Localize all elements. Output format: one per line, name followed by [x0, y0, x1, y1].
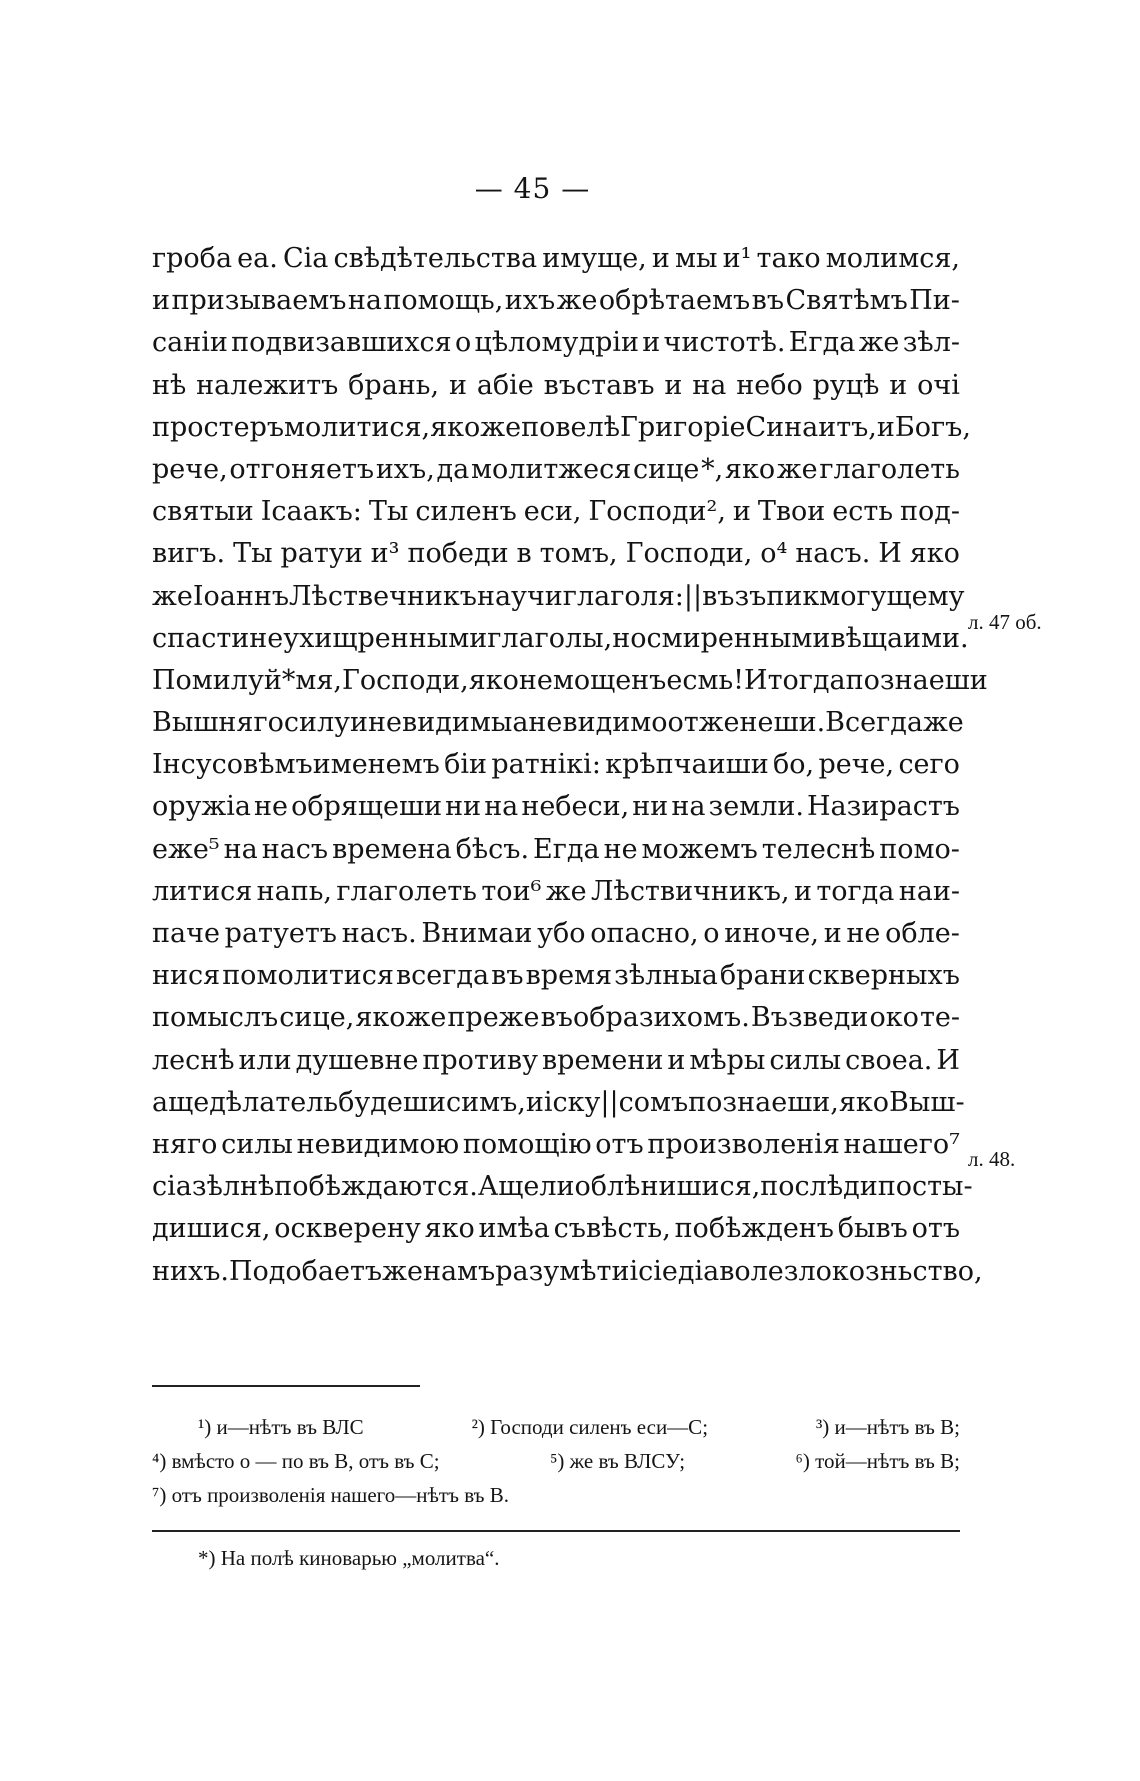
word: симъ,: [445, 1086, 526, 1118]
word: душевне: [295, 1044, 419, 1076]
footnote-separator-long: [152, 1530, 960, 1532]
word: своеа.: [845, 1044, 933, 1076]
text-line: [152, 913, 960, 955]
word: еа.: [237, 243, 278, 274]
word: Господи,: [625, 538, 753, 570]
word: брани: [719, 960, 806, 992]
word: земли.: [708, 791, 804, 823]
word: Ты: [368, 496, 409, 528]
word: имуще,: [542, 243, 647, 274]
word: под-: [900, 496, 960, 528]
word: Ты: [233, 538, 273, 570]
word: яко: [909, 538, 960, 570]
word: и: [448, 369, 467, 401]
text-line: [152, 786, 960, 828]
word: Внимаи: [421, 918, 533, 949]
word: о⁴: [760, 538, 788, 570]
word: Помилуй: [152, 664, 282, 696]
word: могущему: [819, 580, 965, 612]
word: няго: [152, 1128, 218, 1160]
text-line: [152, 576, 965, 618]
word: небо: [736, 369, 803, 401]
footnote: ³) и—нѣтъ въ В;: [815, 1415, 960, 1439]
word: цѣломудріи: [474, 327, 639, 359]
word: мя,: [295, 664, 342, 696]
word: и: [793, 875, 812, 907]
word: же: [776, 453, 818, 485]
word: яко: [468, 664, 519, 696]
word: молимся,: [825, 243, 960, 274]
text-line: [152, 618, 969, 660]
word: аще: [152, 1086, 210, 1118]
word: имѣа: [478, 1213, 550, 1245]
word: в: [516, 538, 532, 570]
word: съвѣсть,: [553, 1213, 671, 1245]
word: отъ: [911, 1213, 960, 1245]
word: отъ: [595, 1128, 644, 1160]
word: належитъ: [196, 369, 339, 401]
word: опасно,: [590, 918, 699, 949]
word: Лѣствечникъ: [289, 580, 477, 612]
word: мѣры: [689, 1044, 766, 1076]
word: глаголеть: [819, 453, 960, 485]
word: всегда: [395, 960, 490, 992]
text-line: [152, 1208, 960, 1250]
word: глаголы,: [487, 622, 613, 654]
text-line: [152, 407, 971, 449]
word: глаголя:: [562, 580, 684, 612]
word: иноче,: [724, 918, 819, 949]
word: Назирастъ: [806, 791, 960, 823]
main-text: [152, 238, 988, 1293]
word: о: [454, 327, 472, 359]
word: обрѣтаемъ: [598, 285, 751, 317]
word: рече,: [818, 749, 895, 781]
word: есмь!: [666, 664, 745, 696]
word: мы: [674, 243, 718, 274]
word: руцѣ: [812, 369, 880, 401]
word: Всегда: [825, 707, 923, 739]
word: на: [484, 791, 519, 823]
word: же: [556, 285, 598, 317]
word: бывъ: [837, 1213, 908, 1245]
word: произволенія: [647, 1128, 840, 1160]
word: простеръ: [152, 411, 285, 443]
word: телеснѣ: [761, 833, 876, 865]
word: и: [642, 327, 661, 359]
footnotes: [152, 1410, 960, 1512]
word: времени: [541, 1044, 664, 1076]
word: възъпи: [702, 580, 803, 612]
word: сице,: [279, 1002, 355, 1034]
word: времена: [332, 833, 452, 865]
word: Ісаакъ:: [260, 496, 362, 528]
word: же: [152, 580, 193, 612]
word: і: [629, 1255, 639, 1287]
word: побѣждаются.: [274, 1171, 478, 1203]
word: нихъ.: [152, 1255, 229, 1287]
word: насъ.: [795, 538, 871, 570]
word: силы: [769, 1044, 842, 1076]
word: отженеши.: [667, 707, 826, 739]
word: победи: [407, 538, 509, 570]
word: біи: [444, 749, 488, 781]
word: можемъ: [641, 833, 758, 865]
footnote-line: ⁷) отъ произволенія нашего—нѣтъ въ В.: [152, 1483, 509, 1507]
word: те-: [919, 1002, 960, 1034]
word: гроба: [152, 243, 233, 274]
word: научи: [476, 580, 563, 612]
word: іску||сомъ: [543, 1086, 689, 1118]
word: ихъ: [504, 285, 556, 317]
word: отгоняетъ: [229, 453, 375, 485]
word: молитжеся: [470, 453, 632, 485]
word: неухищренными: [249, 622, 488, 654]
footnote: ⁵) же въ ВЛСУ;: [550, 1449, 686, 1473]
word: на: [671, 791, 706, 823]
word: сіа: [152, 1171, 192, 1203]
word: будеши: [338, 1086, 446, 1118]
word: помощь,: [383, 285, 504, 317]
word: и³: [370, 538, 400, 570]
text-line: [152, 1124, 960, 1166]
word: убо: [537, 918, 586, 949]
word: Святѣмъ: [785, 285, 908, 317]
word: или: [238, 1044, 292, 1076]
word: наи-: [898, 875, 960, 907]
word: помо-: [879, 833, 960, 865]
word: же: [922, 707, 964, 739]
word: помощію: [462, 1128, 592, 1160]
word: бѣсъ.: [455, 833, 530, 865]
word: и: [732, 496, 751, 528]
word: помыслъ: [152, 1002, 279, 1034]
text-line: [152, 871, 960, 913]
word: леснѣ: [152, 1044, 235, 1076]
word: нися: [152, 960, 221, 992]
word: сице: [632, 453, 700, 485]
word: злокозньство,: [783, 1255, 983, 1287]
word: скверныхъ: [807, 960, 960, 992]
word: оскверену: [274, 1213, 421, 1245]
footnote: ⁴) вмѣсто о — по въ В, отъ въ С;: [152, 1449, 440, 1473]
word: молитися,: [284, 411, 431, 443]
word: Пи-: [909, 285, 960, 317]
word: же: [858, 327, 900, 359]
word: но: [612, 622, 647, 654]
word: глаголеть: [336, 875, 477, 907]
word: нашего⁷: [843, 1128, 960, 1160]
word: ||: [683, 580, 703, 612]
word: противу: [422, 1044, 538, 1076]
word: И: [936, 1044, 960, 1076]
word: И: [744, 664, 768, 696]
word: въ: [751, 285, 785, 317]
word: Господи,: [341, 664, 469, 696]
footnote: ⁶) той—нѣтъ въ В;: [795, 1449, 960, 1473]
word: Твои: [757, 496, 826, 528]
word: напь,: [256, 875, 333, 907]
word: Възведи: [750, 1002, 869, 1034]
word: яко: [724, 453, 776, 485]
word: и: [876, 411, 895, 443]
footnote-line: [152, 1444, 960, 1478]
word: діаволе: [677, 1255, 784, 1287]
word: и: [152, 285, 170, 317]
text-line: [152, 449, 960, 491]
word: сіе: [638, 1255, 678, 1287]
word: яко: [838, 1086, 890, 1118]
word: разумѣти: [495, 1255, 630, 1287]
star-note: *) На полѣ киноварью „молитва“.: [198, 1546, 500, 1570]
word: зѣлныа: [614, 960, 718, 992]
word: подвизавшихся: [231, 327, 452, 359]
word: познаеши: [845, 664, 988, 696]
word: Григоріе: [619, 411, 746, 443]
word: Подобаетъ: [228, 1255, 383, 1287]
word: въставъ: [543, 369, 655, 401]
margin-note-folio: л. 47 об.: [968, 610, 1042, 634]
word: силу: [283, 707, 351, 739]
text-line: [152, 660, 988, 702]
word: Сіа: [282, 243, 329, 274]
word: и: [525, 1086, 544, 1118]
word: зѣл-: [902, 327, 960, 359]
word: послѣди: [760, 1171, 878, 1203]
word: ратуи: [280, 538, 363, 570]
word: Вышняго: [152, 707, 284, 739]
word: силы: [221, 1128, 293, 1160]
word: невидимыа: [368, 707, 529, 739]
text-line: [152, 1040, 960, 1082]
text-line: [152, 744, 960, 786]
word: и: [350, 707, 369, 739]
word: спасти: [152, 622, 250, 654]
word: обле-: [885, 918, 960, 949]
word: да: [436, 453, 470, 485]
word: *: [281, 664, 296, 696]
text-line: [152, 238, 960, 280]
word: и: [651, 243, 670, 274]
footnote: ²) Господи силенъ еси—С;: [471, 1415, 709, 1439]
word: невидимою: [296, 1128, 460, 1160]
word: Выш-: [889, 1086, 965, 1118]
word: вигъ.: [152, 538, 226, 570]
word: же: [545, 875, 587, 907]
word: *,: [701, 453, 724, 485]
word: чистотѣ.: [663, 327, 786, 359]
text-line: [152, 997, 960, 1039]
word: тогда: [767, 664, 846, 696]
word: абіе: [476, 369, 534, 401]
word: намъ: [422, 1255, 496, 1287]
text-line: [152, 702, 964, 744]
word: якоже: [355, 1002, 447, 1034]
word: и: [664, 369, 683, 401]
word: облѣнишися,: [574, 1171, 761, 1203]
word: еси,: [523, 496, 582, 528]
text-line: [152, 365, 960, 407]
word: якоже: [430, 411, 522, 443]
word: силенъ: [415, 496, 517, 528]
word: въ: [491, 960, 524, 992]
word: Егда: [788, 327, 856, 359]
word: крѣпчаиши: [605, 749, 769, 781]
word: яко: [424, 1213, 475, 1245]
word: не: [254, 791, 289, 823]
word: Господи²,: [588, 496, 726, 528]
word: святыи: [152, 496, 254, 528]
word: и: [889, 369, 908, 401]
word: невидимо: [528, 707, 668, 739]
word: Аще: [477, 1171, 540, 1203]
word: не: [603, 833, 638, 865]
word: свѣдѣтельства: [333, 243, 538, 274]
word: же: [382, 1255, 423, 1287]
word: вѣщаими.: [830, 622, 969, 654]
word: немощенъ: [518, 664, 667, 696]
word: повелѣ: [521, 411, 620, 443]
word: к: [802, 580, 820, 612]
word: Інсусовѣмъименемъ: [152, 749, 440, 781]
word: и: [667, 1044, 686, 1076]
word: ратнікі:: [491, 749, 601, 781]
word: призываемъ: [171, 285, 347, 317]
word: ли: [539, 1171, 575, 1203]
word: тогда: [816, 875, 895, 907]
word: еже⁵: [152, 833, 220, 865]
text-line: [152, 1082, 965, 1124]
word: насъ: [261, 833, 329, 865]
word: паче: [152, 918, 220, 949]
word: на: [692, 369, 727, 401]
word: рече,: [152, 453, 228, 485]
word: на: [347, 285, 382, 317]
word: помолитися: [222, 960, 394, 992]
word: смиренными: [646, 622, 831, 654]
word: томъ,: [539, 538, 618, 570]
text-line: [152, 955, 960, 997]
footnote-separator: [152, 1385, 420, 1387]
word: и¹: [722, 243, 752, 274]
word: тако: [756, 243, 821, 274]
word: ни: [445, 791, 482, 823]
word: ихъ,: [375, 453, 435, 485]
word: небеси,: [521, 791, 630, 823]
word: о: [703, 918, 720, 949]
word: Синаитъ,: [745, 411, 877, 443]
text-line: [152, 1251, 983, 1293]
word: Іоаннъ: [192, 580, 290, 612]
word: зѣлнѣ: [191, 1171, 275, 1203]
word: Лѣствичникъ,: [591, 875, 790, 907]
word: ни: [632, 791, 669, 823]
word: время: [525, 960, 613, 992]
word: есть: [832, 496, 894, 528]
word: оружіа: [152, 791, 251, 823]
word: познаеши,: [688, 1086, 839, 1118]
word: посты-: [877, 1171, 973, 1203]
word: Егда: [533, 833, 600, 865]
text-line: [152, 533, 960, 575]
word: литися: [152, 875, 253, 907]
word: дѣлатель: [209, 1086, 339, 1118]
word: нѣ: [152, 369, 187, 401]
text-line: [152, 322, 960, 364]
word: тои⁶: [481, 875, 542, 907]
word: очі: [917, 369, 960, 401]
text-line: [152, 491, 960, 533]
word: сего: [898, 749, 960, 781]
word: око: [869, 1002, 919, 1034]
text-line: [152, 280, 960, 322]
word: И: [878, 538, 902, 570]
word: на: [223, 833, 258, 865]
text-line: [152, 1166, 973, 1208]
word: дишися,: [152, 1213, 271, 1245]
word: обрящеши: [291, 791, 443, 823]
word: преже: [447, 1002, 540, 1034]
word: не: [846, 918, 881, 949]
word: побѣжденъ: [674, 1213, 834, 1245]
word: бо,: [773, 749, 815, 781]
word: ратуетъ: [224, 918, 337, 949]
word: насъ.: [341, 918, 417, 949]
word: въобразихомъ.: [540, 1002, 750, 1034]
word: и: [823, 918, 842, 949]
margin-note-folio: л. 48.: [968, 1147, 1016, 1171]
footnote-line: [152, 1410, 960, 1444]
word: саніи: [152, 327, 228, 359]
page-number: — 45 —: [474, 172, 591, 205]
word: брань,: [348, 369, 440, 401]
footnote: ¹) и—нѣтъ въ ВЛС: [198, 1415, 364, 1439]
text-line: [152, 829, 960, 871]
word: Богъ,: [894, 411, 971, 443]
